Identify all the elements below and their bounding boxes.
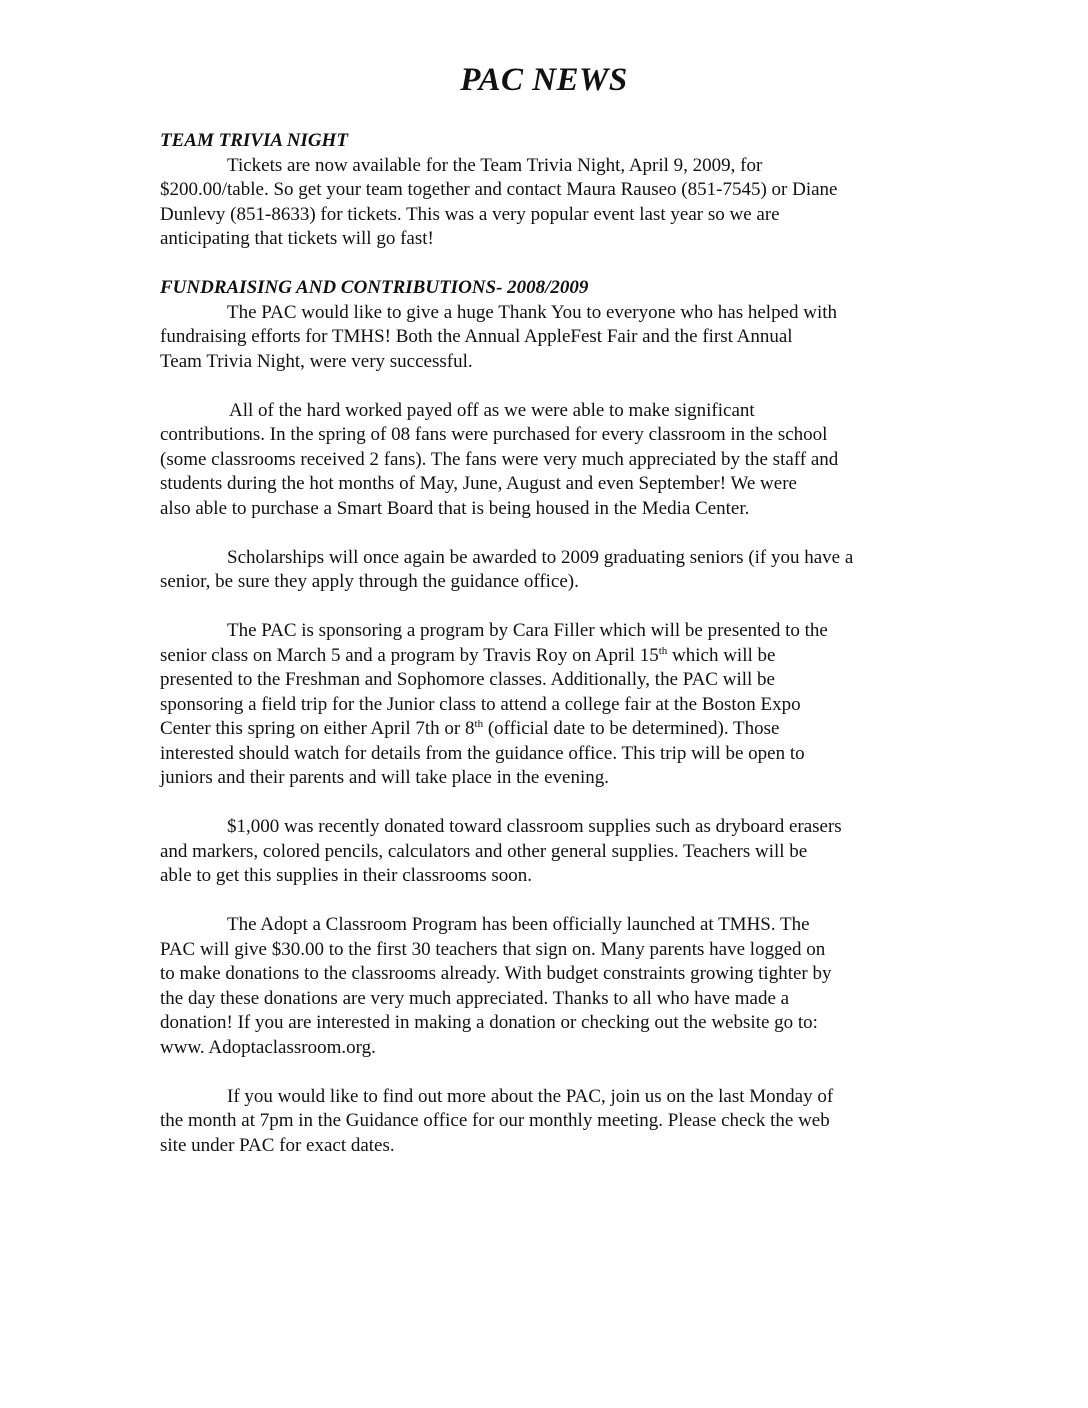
paragraph-line: to make donations to the classrooms already. With budget constraints growing tighter by (160, 963, 832, 984)
paragraph-line: sponsoring a field trip for the Junior class to attend a college fair at the Boston Expo (160, 693, 801, 715)
document-body (160, 129, 935, 1158)
paragraph-line: All of the hard worked payed off as we were able to make significant (229, 399, 755, 421)
paragraph-line: also able to purchase a Smart Board that is being housed in the Media Center. (160, 497, 750, 519)
paragraph-line: Center this spring on either April 7th or 8th (official date to be determined). Those (160, 718, 780, 739)
paragraph-line: site under PAC for exact dates. (160, 1134, 395, 1156)
paragraph-line: senior, be sure they apply through the guidance office). (160, 571, 579, 592)
paragraph-line: students during the hot months of May, June, August and even September! We were (160, 473, 797, 494)
paragraph-line: anticipating that tickets will go fast! (160, 228, 434, 249)
paragraph-line: senior class on March 5 and a program by Travis Roy on April 15th which will be (160, 644, 776, 666)
website-reference: www. Adoptaclassroom.org. (160, 1036, 376, 1058)
paragraph-line: presented to the Freshman and Sophomore classes. Additionally, the PAC will be (160, 669, 775, 690)
section-heading: FUNDRAISING AND CONTRIBUTIONS- 2008/2009 (160, 277, 589, 298)
paragraph-line: and markers, colored pencils, calculators and other general supplies. Teachers will be (160, 840, 808, 862)
paragraph-line: juniors and their parents and will take place in the evening. (160, 767, 609, 788)
paragraph-line: The PAC is sponsoring a program by Cara Filler which will be presented to the (227, 620, 828, 641)
section-team-trivia (160, 129, 935, 252)
paragraph-line: fundraising efforts for TMHS! Both the Annual AppleFest Fair and the first Annual (160, 326, 793, 347)
paragraph-line: The PAC would like to give a huge Thank You to everyone who has helped with (227, 301, 838, 323)
paragraph-line: contributions. In the spring of 08 fans were purchased for every classroom in the school (160, 424, 828, 445)
paragraph-line: able to get this supplies in their classrooms soon. (160, 865, 533, 886)
paragraph-line: Scholarships will once again be awarded to 2009 graduating seniors (if you have a (227, 546, 854, 568)
paragraph-line: the month at 7pm in the Guidance office for our monthly meeting. Please check the web (160, 1110, 830, 1131)
paragraph-line: $1,000 was recently donated toward classroom supplies such as dryboard erasers (227, 816, 842, 837)
paragraph-line: Team Trivia Night, were very successful. (160, 350, 473, 372)
paragraph-line: $200.00/table. So get your team together and contact Maura Rauseo (851-7545) or Diane (160, 179, 838, 200)
section-heading: TEAM TRIVIA NIGHT (160, 130, 348, 151)
paragraph-line: Dunlevy (851-8633) for tickets. This was a very popular event last year so we are (160, 203, 780, 225)
paragraph-line: the day these donations are very much appreciated. Thanks to all who have made a (160, 987, 790, 1009)
paragraph-line: If you would like to find out more about the PAC, join us on the last Monday of (227, 1085, 834, 1107)
paragraph-line: Tickets are now available for the Team Trivia Night, April 9, 2009, for (227, 154, 763, 176)
section-fundraising (160, 276, 935, 1158)
paragraph-line: PAC will give $30.00 to the first 30 teachers that sign on. Many parents have logged on (160, 938, 826, 960)
page-title: PAC NEWS (460, 62, 628, 98)
paragraph-line: donation! If you are interested in making a donation or checking out the website go to: (160, 1012, 818, 1033)
paragraph-line: interested should watch for details from the guidance office. This trip will be open to (160, 742, 805, 764)
paragraph-line: The Adopt a Classroom Program has been officially launched at TMHS. The (227, 914, 810, 935)
paragraph-line: (some classrooms received 2 fans). The fans were very much appreciated by the staff and (160, 448, 839, 470)
